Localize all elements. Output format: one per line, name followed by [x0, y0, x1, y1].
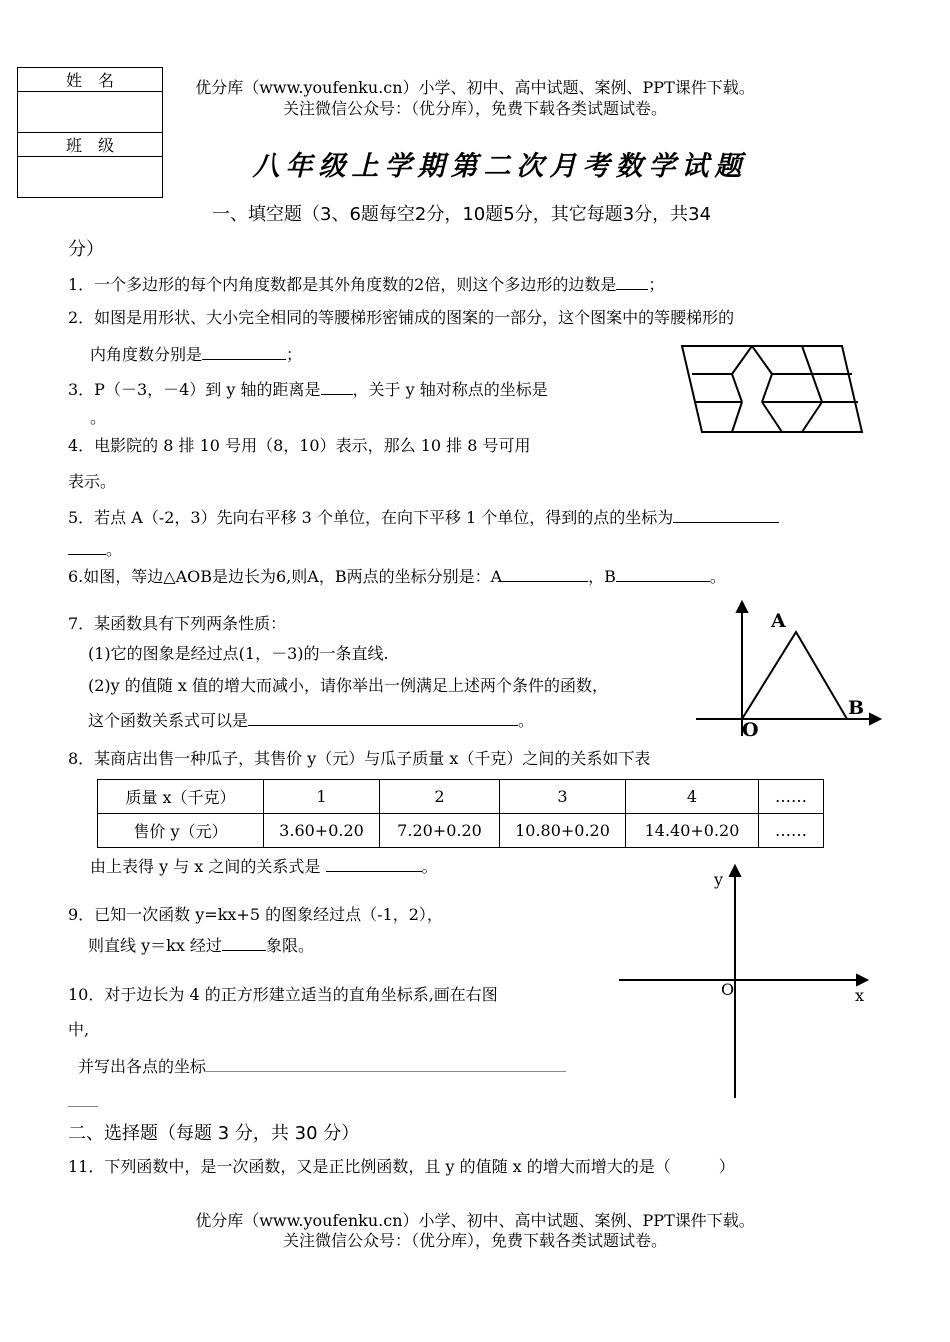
question-11: 11．下列函数中，是一次函数，又是正比例函数，且 y 的值随 x 的增大而增大的是（ ） [68, 1157, 735, 1176]
label-b: B [848, 697, 865, 719]
q5-blank-cont[interactable] [68, 538, 106, 555]
tess-edge [762, 374, 772, 402]
header-line1: 优分库（www.youfenku.cn）小学、初中、高中试题、案例、PPT课件下载。 [195, 78, 755, 97]
q3-text: 3．P（－3，－4）到 y 轴的距离是 [68, 380, 321, 399]
table-cell: 7.20+0.20 [380, 814, 500, 848]
axes-label-o: O [721, 980, 735, 999]
q8-line1: 8．某商店出售一种瓜子，其售价 y（元）与瓜子质量 x（千克）之间的关系如下表 [68, 749, 651, 768]
q6-text: 6.如图，等边△AOB是边长为6,则A，B两点的坐标分别是：A [68, 567, 503, 586]
axes-label-x: x [855, 986, 865, 1005]
q7-line4: 这个函数关系式可以是 [88, 711, 249, 730]
q10-line1: 10．对于边长为 4 的正方形建立适当的直角坐标系,画在右图 [68, 985, 498, 1004]
q3-blank-1[interactable] [321, 378, 353, 395]
q9-line2: 则直线 y＝kx 经过 [88, 936, 222, 955]
tess-edge [802, 346, 812, 374]
table-cell: 2 [380, 780, 500, 814]
tess-edge [732, 346, 752, 374]
trapezoid-tessellation-figure [676, 340, 872, 436]
q1-end: ； [648, 275, 665, 294]
axes-label-y: y [714, 870, 724, 889]
table-cell: …… [759, 780, 824, 814]
triangle-aob [742, 632, 847, 719]
q8-end: 。 [421, 857, 438, 876]
tess-edge [732, 374, 742, 402]
question-6 [68, 565, 726, 587]
class-label: 班 级 [18, 133, 163, 157]
q4-line1: 4．电影院的 8 排 10 号用（8，10）表示，那么 10 排 8 号可用 [68, 436, 531, 455]
q6-mid: ，B [588, 567, 616, 586]
question-9 [88, 934, 314, 956]
question-10 [78, 1055, 566, 1077]
table-cell: 3 [500, 780, 626, 814]
q5-line2: 。 [106, 540, 123, 559]
q6-end: 。 [709, 567, 726, 586]
triangle-x-arrow [870, 714, 880, 724]
header-line2: 关注微信公众号：（优分库），免费下载各类试题试卷。 [282, 99, 667, 118]
label-o: O [742, 719, 759, 741]
table-cell: 售价 y（元） [98, 814, 264, 848]
q8-table [97, 779, 824, 848]
q3-mid: ，关于 y 轴对称点的坐标是 [352, 380, 548, 399]
table-cell: 4 [626, 780, 759, 814]
q10-blank[interactable] [206, 1055, 566, 1072]
q8-line2: 由上表得 y 与 x 之间的关系式是 [90, 857, 321, 876]
q9-line1: 9．已知一次函数 y=kx+5 的图象经过点（-1，2）， [68, 905, 443, 924]
footer-line2: 关注微信公众号：（优分库），免费下载各类试题试卷。 [282, 1231, 667, 1250]
q10-line3: 并写出各点的坐标 [78, 1057, 207, 1076]
section1-heading: 一、填空题（3、6题每空2分，10题5分，其它每题3分，共34 [212, 204, 712, 225]
q10-line2: 中, [68, 1020, 90, 1039]
table-cell: …… [759, 814, 824, 848]
q2-end: ； [286, 345, 303, 364]
q6-blank-a[interactable] [502, 565, 588, 582]
class-field[interactable] [18, 157, 163, 198]
q10-blank-cont[interactable] [68, 1106, 98, 1107]
tess-edge [732, 402, 742, 432]
table-cell: 1 [264, 780, 380, 814]
tessellation-outline [682, 346, 862, 432]
q7-end: 。 [518, 711, 535, 730]
table-cell: 10.80+0.20 [500, 814, 626, 848]
q2-blank[interactable] [202, 343, 286, 360]
q5-blank[interactable] [673, 506, 779, 523]
q8-blank[interactable] [326, 855, 422, 872]
q7-line1: 7．某函数具有下列两条性质： [68, 614, 287, 633]
tess-edge [752, 346, 772, 374]
q7-line2: (1)它的图象是经过点(1，－3)的一条直线. [88, 644, 389, 663]
q9-blank[interactable] [222, 934, 266, 951]
student-info-box [17, 67, 163, 198]
q7-blank[interactable] [248, 709, 518, 726]
tess-edge [762, 402, 782, 432]
question-3 [68, 378, 548, 400]
triangle-aob-figure [692, 600, 888, 740]
axes-x-arrow [857, 975, 867, 985]
table-row [98, 814, 824, 848]
label-a: A [771, 610, 786, 632]
question-5-cont [68, 538, 122, 560]
q9-end: 象限。 [265, 936, 314, 955]
question-2 [90, 343, 302, 365]
tess-edge [802, 402, 822, 432]
tess-edge [812, 374, 822, 402]
q1-blank[interactable] [616, 273, 648, 290]
question-7 [88, 709, 534, 731]
coordinate-axes-figure [615, 862, 875, 1102]
footer-line1: 优分库（www.youfenku.cn）小学、初中、高中试题、案例、PPT课件下载。 [195, 1211, 755, 1230]
question-1 [68, 273, 664, 295]
q5-line1: 5．若点 A（-2，3）先向右平移 3 个单位，在向下平移 1 个单位，得到的点的坐标为 [68, 508, 674, 527]
q4-line2: 表示。 [68, 472, 117, 491]
name-field[interactable] [18, 92, 163, 133]
table-cell: 14.40+0.20 [626, 814, 759, 848]
page-title: 八年级上学期第二次月考数学试题 [252, 151, 748, 182]
axes-y-arrow [730, 866, 740, 876]
q1-text: 1．一个多边形的每个内角度数都是其外角度数的2倍，则这个多边形的边数是 [68, 275, 617, 294]
q2-line2: 内角度数分别是 [90, 345, 203, 364]
q3-line2: 。 [90, 408, 107, 427]
q2-line1: 2．如图是用形状、大小完全相同的等腰梯形密铺成的图案的一部分，这个图案中的等腰梯形的 [68, 308, 735, 327]
question-8 [90, 855, 438, 877]
table-cell: 质量 x（千克） [98, 780, 264, 814]
section1-heading-cont: 分） [68, 239, 104, 260]
q6-blank-b[interactable] [616, 565, 710, 582]
q7-line3: (2)y 的值随 x 值的增大而减小，请你举出一例满足上述两个条件的函数， [88, 676, 608, 695]
triangle-y-arrow [737, 602, 747, 612]
question-5 [68, 506, 779, 528]
table-row [98, 780, 824, 814]
table-cell: 3.60+0.20 [264, 814, 380, 848]
name-label: 姓 名 [18, 68, 163, 92]
section2-heading: 二、选择题（每题 3 分，共 30 分） [68, 1123, 360, 1144]
